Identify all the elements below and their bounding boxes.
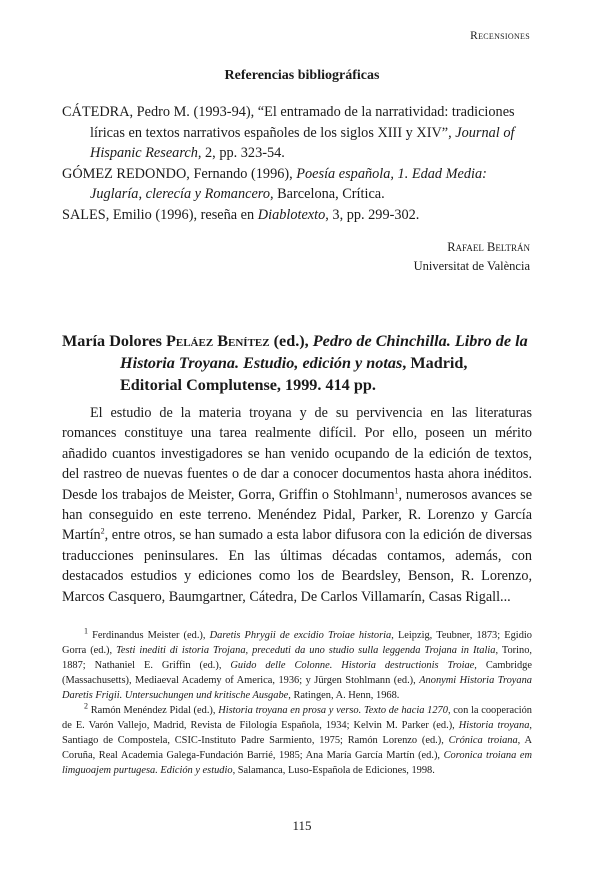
reference-entry: SALES, Emilio (1996), reseña en Diablotexto, 3, pp. 299-302. xyxy=(62,206,420,223)
reference-entry: GÓMEZ REDONDO, Fernando (1996), Poesía española, 1. Edad Media: Juglaría, clerecía y Romancero, Barcelona, Crítica. xyxy=(62,165,487,202)
footnote-ref-2[interactable]: 2 xyxy=(100,526,105,536)
review-body xyxy=(62,403,532,607)
footnote-1: $^1$ Ferdinandus Meister (ed.), Daretis Phrygii de excidio Troiae historia, Leipzig, Teubner, 1873; Egidio Gorra (ed.), Testi inediti di istoria Trojana, preceduti da uno studio sulla leggenda Trojana in Italia, Torino, 1887; Nathaniel E. Griffin (ed.), Guido delle Colonne. Historia destructionis Troiae, Cambridge (Massachusetts), Mediaeval Academy of America, 1936; y Jürgen Stohlmann (ed.), Anonymi Historia Troyana Daretis Frigii. Untersuchungen und kritische Ausgabe, Ratingen, A. Henn, 1968. xyxy=(62,626,532,701)
review-heading: María Dolores Peláez Benítez (ed.), Pedro de Chinchilla. Libro de la Historia Troyana. Estudio, edición y notas, Madrid, Editorial Complutense, 1999. 414 pp. xyxy=(62,332,528,394)
body-paragraph: El estudio de la materia troyana y de su pervivencia en las literaturas romances constituye una tarea realmente difícil. Por ello, poseen un mérito añadido cuantos investigadores se han venido ocupando de la edición de textos, del rastreo de nuevas fuentes o de dar a conocer documentos hasta ahora inéditos. Desde los trabajos de Meister, Gorra, Griffin o Stohlmann$^1$, numerosos avances se han conseguido en este terreno. Menéndez Pidal, Parker, R. Lorenzo y García Martín$^2$, entre otros, se han sumado a esta labor difusora con la edición de diversas traducciones peninsulares. En las últimas décadas contamos, además, con destacados estudios y ediciones como los de Beardsley, Benson, R. Lorenzo, Marcos Casquero, Baumgartner, Cátedra, De Carlos Villamarín, Casas Rigall... xyxy=(62,405,532,605)
footnote-ref-1[interactable]: 1 xyxy=(394,485,399,495)
reference-entry: CÁTEDRA, Pedro M. (1993-94), “El entramado de la narratividad: tradiciones líricas en textos narrativos españoles de los siglos XIII y XIV”, Journal of Hispanic Research, 2, pp. 323-54. xyxy=(62,104,515,161)
running-header: Recensiones xyxy=(470,30,530,42)
references-title: Referencias bibliográficas xyxy=(224,68,380,83)
page-number: 115 xyxy=(292,818,312,833)
reviewer-affiliation: Universitat de València xyxy=(413,259,530,273)
references-list xyxy=(62,102,532,225)
reviewer-name: Rafael Beltrán xyxy=(447,240,530,254)
footnote-2: $^2$ Ramón Menéndez Pidal (ed.), Historia troyana en prosa y verso. Texto de hacia 1270, con la cooperación de E. Varón Vallejo, Madrid, Revista de Filología Española, 1934; Kelvin M. Parker (ed.), Historia troyana, Santiago de Compostela, CSIC-Instituto Padre Sarmiento, 1975; Ramón Lorenzo (ed.), Crónica troiana, A Coruña, Real Academia Galega-Fundación Barrié, 1985; Ana María García Martín (ed.), Coronica troiana em limguoajem purtugesa. Edición y estudio, Salamanca, Luso-Española de Ediciones, 1998. xyxy=(62,701,532,776)
footnotes xyxy=(62,628,532,778)
